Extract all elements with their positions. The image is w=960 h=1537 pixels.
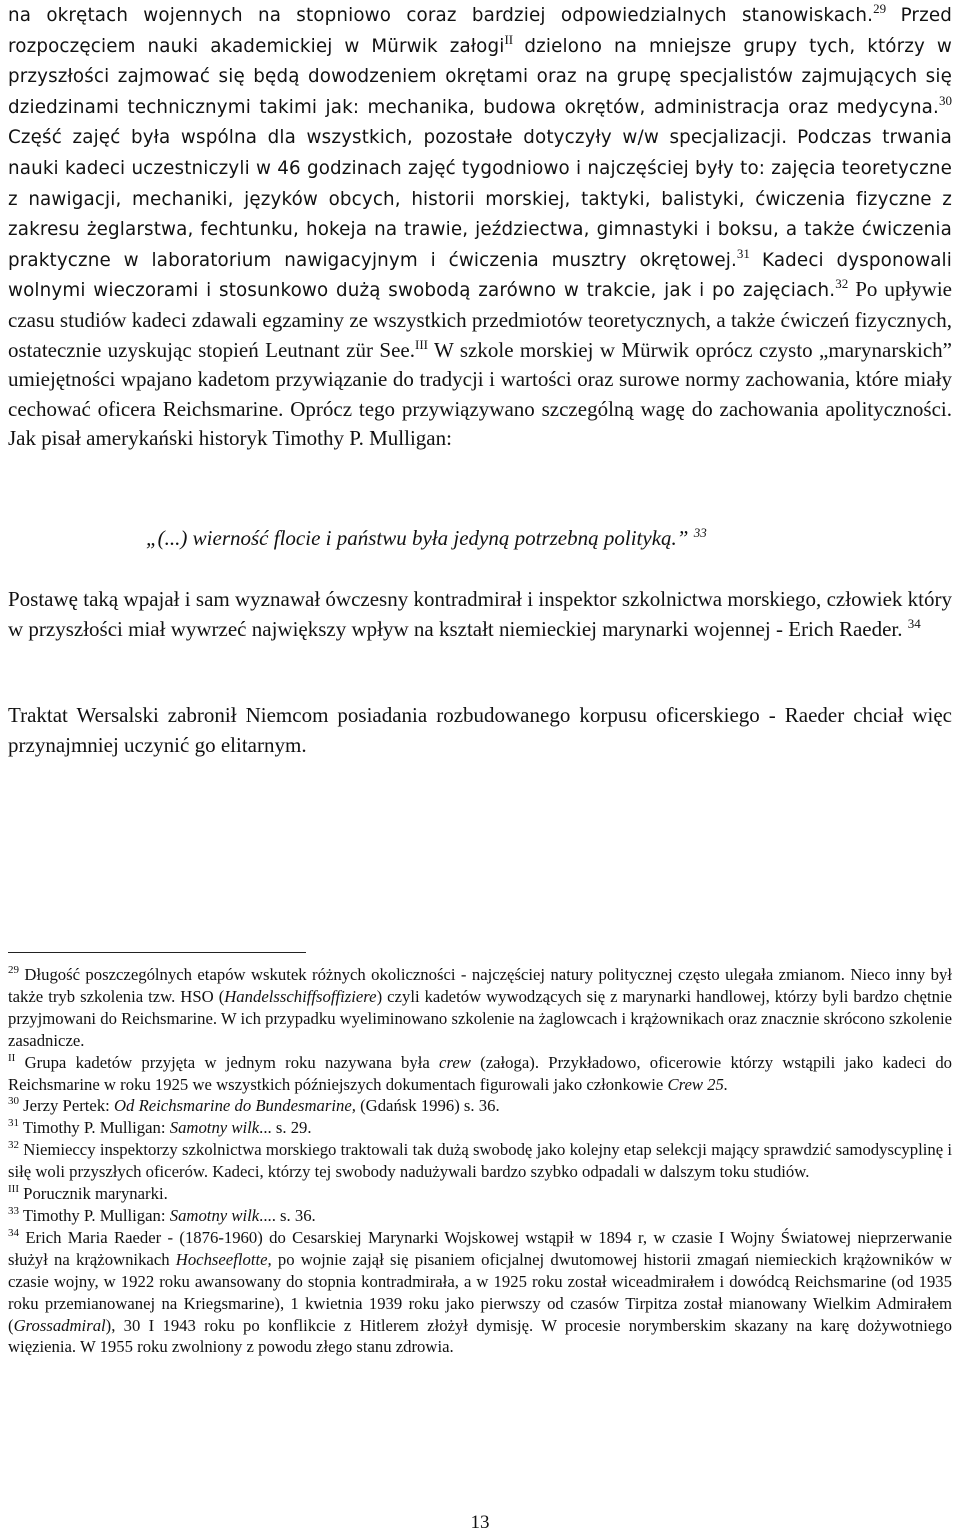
footnote-italic: Crew 25. xyxy=(667,1074,729,1094)
page-number: 13 xyxy=(470,1512,490,1533)
footnote-III xyxy=(8,1183,952,1205)
footnote-ref-II: II xyxy=(504,31,514,47)
text-span: na okrętach wojennych na stopniowo coraz bardziej odpowiedzialnych stanowiskach. xyxy=(8,5,874,26)
footnote-text: ) czyli kadetów wywodzących się z marynarki handlowej, którzy byli bardzo chętnie przyjmowani do Reichsmarine. W ich przypadku wyeliminowano szkolenie na żaglowcach i krążownikach oraz znacznie skrócono szkolenie zasadnicze. xyxy=(8,986,952,1050)
text-span: Postawę taką wpajał i sam wyznawał ówczesny kontradmirał i inspektor szkolnictwa morskiego, człowiek który w przyszłości miał wywrzeć największy wpływ na kształt niemieckiej marynarki wojennej - Erich Raeder. xyxy=(8,587,952,641)
footnote-text: Jerzy Pertek: xyxy=(23,1096,110,1116)
footnote-ref-32: 32 xyxy=(835,276,849,292)
footnote-number: 33 xyxy=(8,1204,19,1217)
text-span: Traktat Wersalski zabronił Niemcom posiadania rozbudowanego korpusu oficerskiego - Raeder chciał więc przynajmniej uczynić go elitarnym. xyxy=(8,703,952,757)
footnote-text: (załoga). Przykładowo, oficerowie którzy wstąpili jako kadeci do Reichsmarine w roku 1925 we wszystkich późniejszych dokumentach figurowali jako członkowie xyxy=(8,1052,953,1094)
footnote-number: 32 xyxy=(8,1139,19,1152)
text-span: dzielono na mniejsze grupy tych, którzy w przyszłości zajmować się będą dowodzeniem okrętami oraz na grupę specjalistów zajmujących się dziedzinami technicznymi takimi jak: mechanika, budowa okrętów, administracja oraz medycyna. xyxy=(8,35,953,118)
paragraph-2 xyxy=(8,585,952,644)
footnote-text: Grupa kadetów przyjęta w jednym roku nazywana była xyxy=(24,1052,430,1072)
paragraph-1 xyxy=(8,0,952,454)
footnote-number: 30 xyxy=(8,1095,19,1108)
footnote-number: 31 xyxy=(8,1117,19,1130)
footnote-text: ... s. 29. xyxy=(259,1118,312,1138)
footnote-ref-29: 29 xyxy=(873,1,887,16)
footnote-ref-III: III xyxy=(414,336,428,352)
footnote-italic: crew xyxy=(439,1052,471,1072)
footnote-number: III xyxy=(8,1183,19,1196)
footnote-text: Erich Maria Raeder - (1876-1960) do Cesarskiej Marynarki Wojskowej wstąpił w 1894 r, w czasie I Wojny Światowej nieprzerwanie służył na krążownikach xyxy=(8,1227,953,1269)
footnote-ref-34: 34 xyxy=(907,615,921,631)
footnote-text: Timothy P. Mulligan: xyxy=(22,1205,166,1225)
text-span: Przed rozpoczęciem nauki akademickiej w Mürwik załogi xyxy=(8,5,952,57)
footnote-number: 29 xyxy=(8,964,19,976)
quote-text: „(...) wierność flocie i państwu była jedyną potrzebną polityką.” xyxy=(146,526,689,550)
footnote-number: II xyxy=(8,1051,16,1064)
footnote-text: Porucznik marynarki. xyxy=(23,1184,168,1204)
text-span: W szkole morskiej w Mürwik oprócz czysto „marynarskich” umiejętności wpajano kadetom przywiązanie do tradycji i wartości oraz surowe normy zachowania, które miały cechować oficera Reichsmarine. Oprócz tego przywiązywano szczególną wagę do zachowania apolityczności. Jak pisał amerykański historyk Timothy P. Mulligan: xyxy=(8,337,952,451)
footnote-34 xyxy=(8,1227,952,1358)
footnote-32 xyxy=(8,1139,952,1183)
footnote-33 xyxy=(8,1205,952,1227)
footnote-text: .... s. 36. xyxy=(259,1205,316,1225)
text-span: Kadeci dysponowali wolnymi wieczorami i stosunkowo dużą swobodą zarówno w trakcie, jak i po zajęciach. xyxy=(8,249,953,302)
footnote-text: po wojnie zajął się pisaniem oficjalnej dwutomowej historii zmagań niemieckich krążowników w czasie wojny, w 1922 roku awansowany do stopnia kontradmirała, a w 1925 roku został wiceadmirałem i dowódcą Reichsmarine (od 1935 roku przemianowanej na Kriegsmarine), 1 kwietnia 1939 roku jako pierwszy od czasów Tirpitza został mianowany Wielkim Admirałem ( xyxy=(8,1249,953,1335)
footnote-29 xyxy=(8,964,952,1052)
footnote-text: Długość poszczególnych etapów wskutek różnych okoliczności - najczęściej natury politycznej często ulegała zmianom. Nieco inny był także tryb szkolenia tzw. HSO ( xyxy=(8,965,952,1006)
block-quote xyxy=(146,523,944,553)
text-span: Podczas trwania nauki kadeci uczestniczyli w 46 godzinach zajęć tygodniowo i najczęściej były to: zajęcia teoretyczne z nawigacji, mechaniki, języków obcych, historii morskiej, taktyki, balistyki, ćwiczenia fizyczne z zakresu żeglarstwa, fechtunku, hokeja na trawie, jeździectwa, gimnastyki i boksu, a także ćwiczenia praktyczne w laboratorium nawigacyjnym i ćwiczenia musztry okrętowej. xyxy=(8,127,953,271)
footnote-ref-30: 30 xyxy=(939,92,952,108)
footnotes xyxy=(8,964,952,1358)
footnote-italic: Handelsschiffsoffiziere xyxy=(224,986,377,1006)
footnote-ref-33: 33 xyxy=(693,525,707,540)
footnote-number: 34 xyxy=(8,1226,19,1239)
footnote-separator xyxy=(8,952,306,953)
text-span: Po upływie czasu studiów kadeci zdawali egzaminy ze wszystkich przedmiotów teoretycznych, a także ćwiczeń fizycznych, ostatecznie uzyskując stopień Leutnant zür See. xyxy=(8,277,953,362)
footnote-italic: Grossadmiral xyxy=(13,1315,106,1335)
footnote-II xyxy=(8,1052,952,1096)
footnote-ref-31: 31 xyxy=(736,245,750,261)
footnote-text: ), 30 I 1943 roku po konflikcie z Hitlerem złożył dymisję. W procesie norymberskim skazany na karę dożywotniego więzienia. W 1955 roku zwolniony z powodu złego stanu zdrowia. xyxy=(8,1315,952,1357)
text-span: Część zajęć była wspólna dla wszystkich, pozostałe dotyczyły w/w specjalizacji. xyxy=(8,127,788,149)
footnote-italic: Hochseeflotte, xyxy=(175,1249,272,1269)
footnote-italic: Samotny wilk xyxy=(169,1118,260,1138)
footnote-text: (Gdańsk 1996) s. 36. xyxy=(360,1096,500,1116)
footnote-text: Niemieccy inspektorzy szkolnictwa morskiego traktowali tak dużą swobodę jako kolejny etap selekcji mający sprawdzić samodyscyplinę i siłę woli przyszłych oficerów. Kadeci, którzy tej swobody nadużywali bardzo szybko odpadali w dalszym toku studiów. xyxy=(8,1140,953,1182)
footnote-italic: Od Reichsmarine do Bundesmarine, xyxy=(114,1096,356,1116)
footnote-30 xyxy=(8,1095,952,1117)
footnote-31 xyxy=(8,1117,952,1139)
paragraph-3 xyxy=(8,701,952,760)
footnote-italic: Samotny wilk xyxy=(169,1205,260,1225)
footnote-text: Timothy P. Mulligan: xyxy=(22,1118,166,1138)
